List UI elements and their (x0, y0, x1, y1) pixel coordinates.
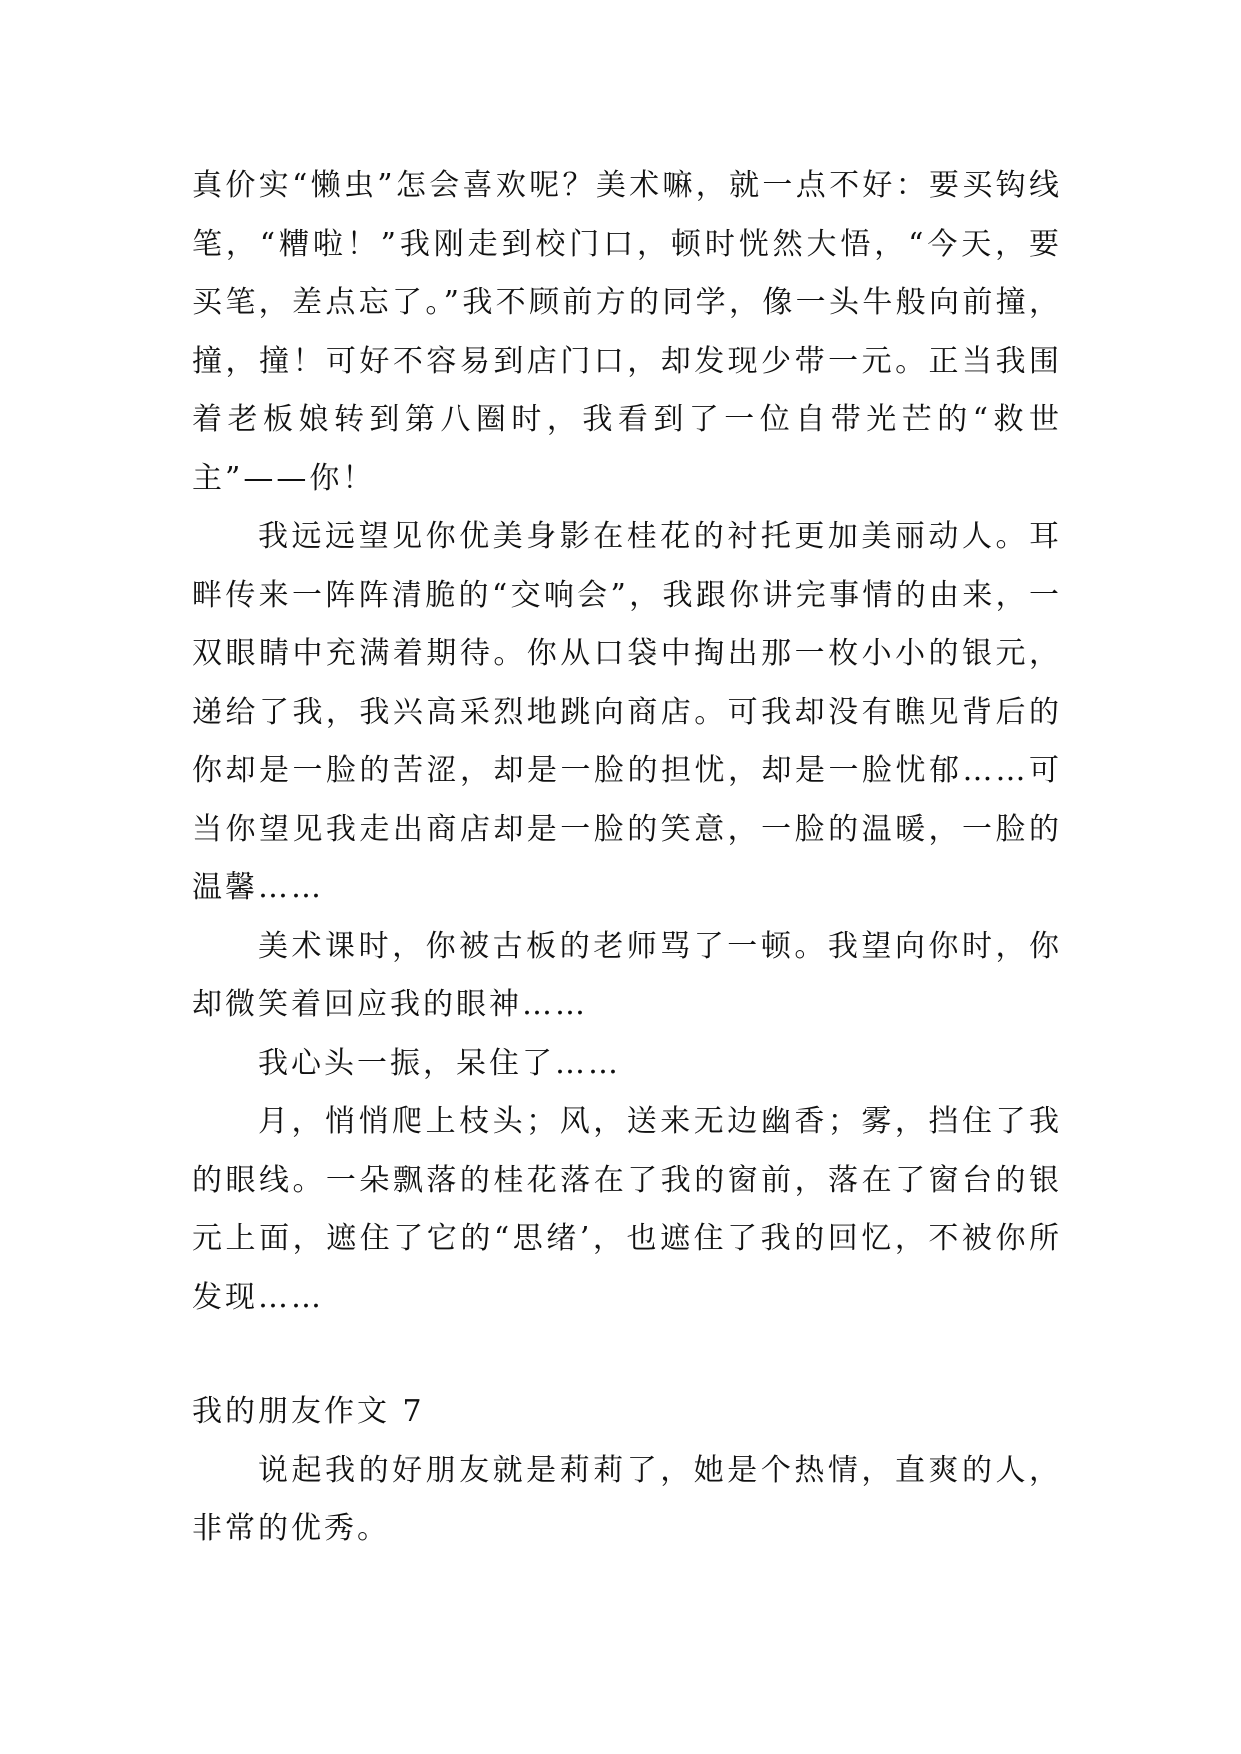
paragraph-4: 我心头一振，呆住了…… (258, 1045, 621, 1081)
text-column (192, 157, 1062, 1559)
section-spacer (192, 1327, 1062, 1347)
paragraph-6: 说起我的好朋友就是莉莉了，她是个热情，直爽的人，非常的优秀。 (192, 1452, 1062, 1546)
paragraph-5: 月，悄悄爬上枝头；风，送来无边幽香；雾，挡住了我的眼线。一朵飘落的桂花落在了我的窗前，落在了窗台的银元上面，遮住了它的“思绪’，也遮住了我的回忆，不被你所发现…… (192, 1104, 1062, 1315)
paragraph-3: 美术课时，你被古板的老师骂了一顿。我望向你时，你却微笑着回应我的眼神…… (192, 928, 1062, 1022)
paragraph-1: 真价实“懒虫”怎会喜欢呢？美术嘛，就一点不好：要买钩线笔，“糟啦！”我刚走到校门口，顿时恍然大悟，“今天，要买笔，差点忘了。”我不顾前方的同学，像一头牛般向前撞，撞，撞！可好不容易到店门口，却发现少带一元。正当我围着老板娘转到第八圈时，我看到了一位自带光芒的“救世主”——你！ (192, 168, 1062, 496)
section-title: 我的朋友作文 7 (192, 1394, 425, 1429)
paragraph-2: 我远远望见你优美身影在桂花的衬托更加美丽动人。耳畔传来一阵阵清脆的“交响会”，我跟你讲完事情的由来，一双眼睛中充满着期待。你从口袋中掏出那一枚小小的银元，递给了我，我兴高采烈地跳向商店。可我却没有瞧见背后的你却是一脸的苦涩，却是一脸的担忧，却是一脸忧郁……可当你望见我走出商店却是一脸的笑意，一脸的温暖，一脸的温馨…… (192, 519, 1062, 905)
